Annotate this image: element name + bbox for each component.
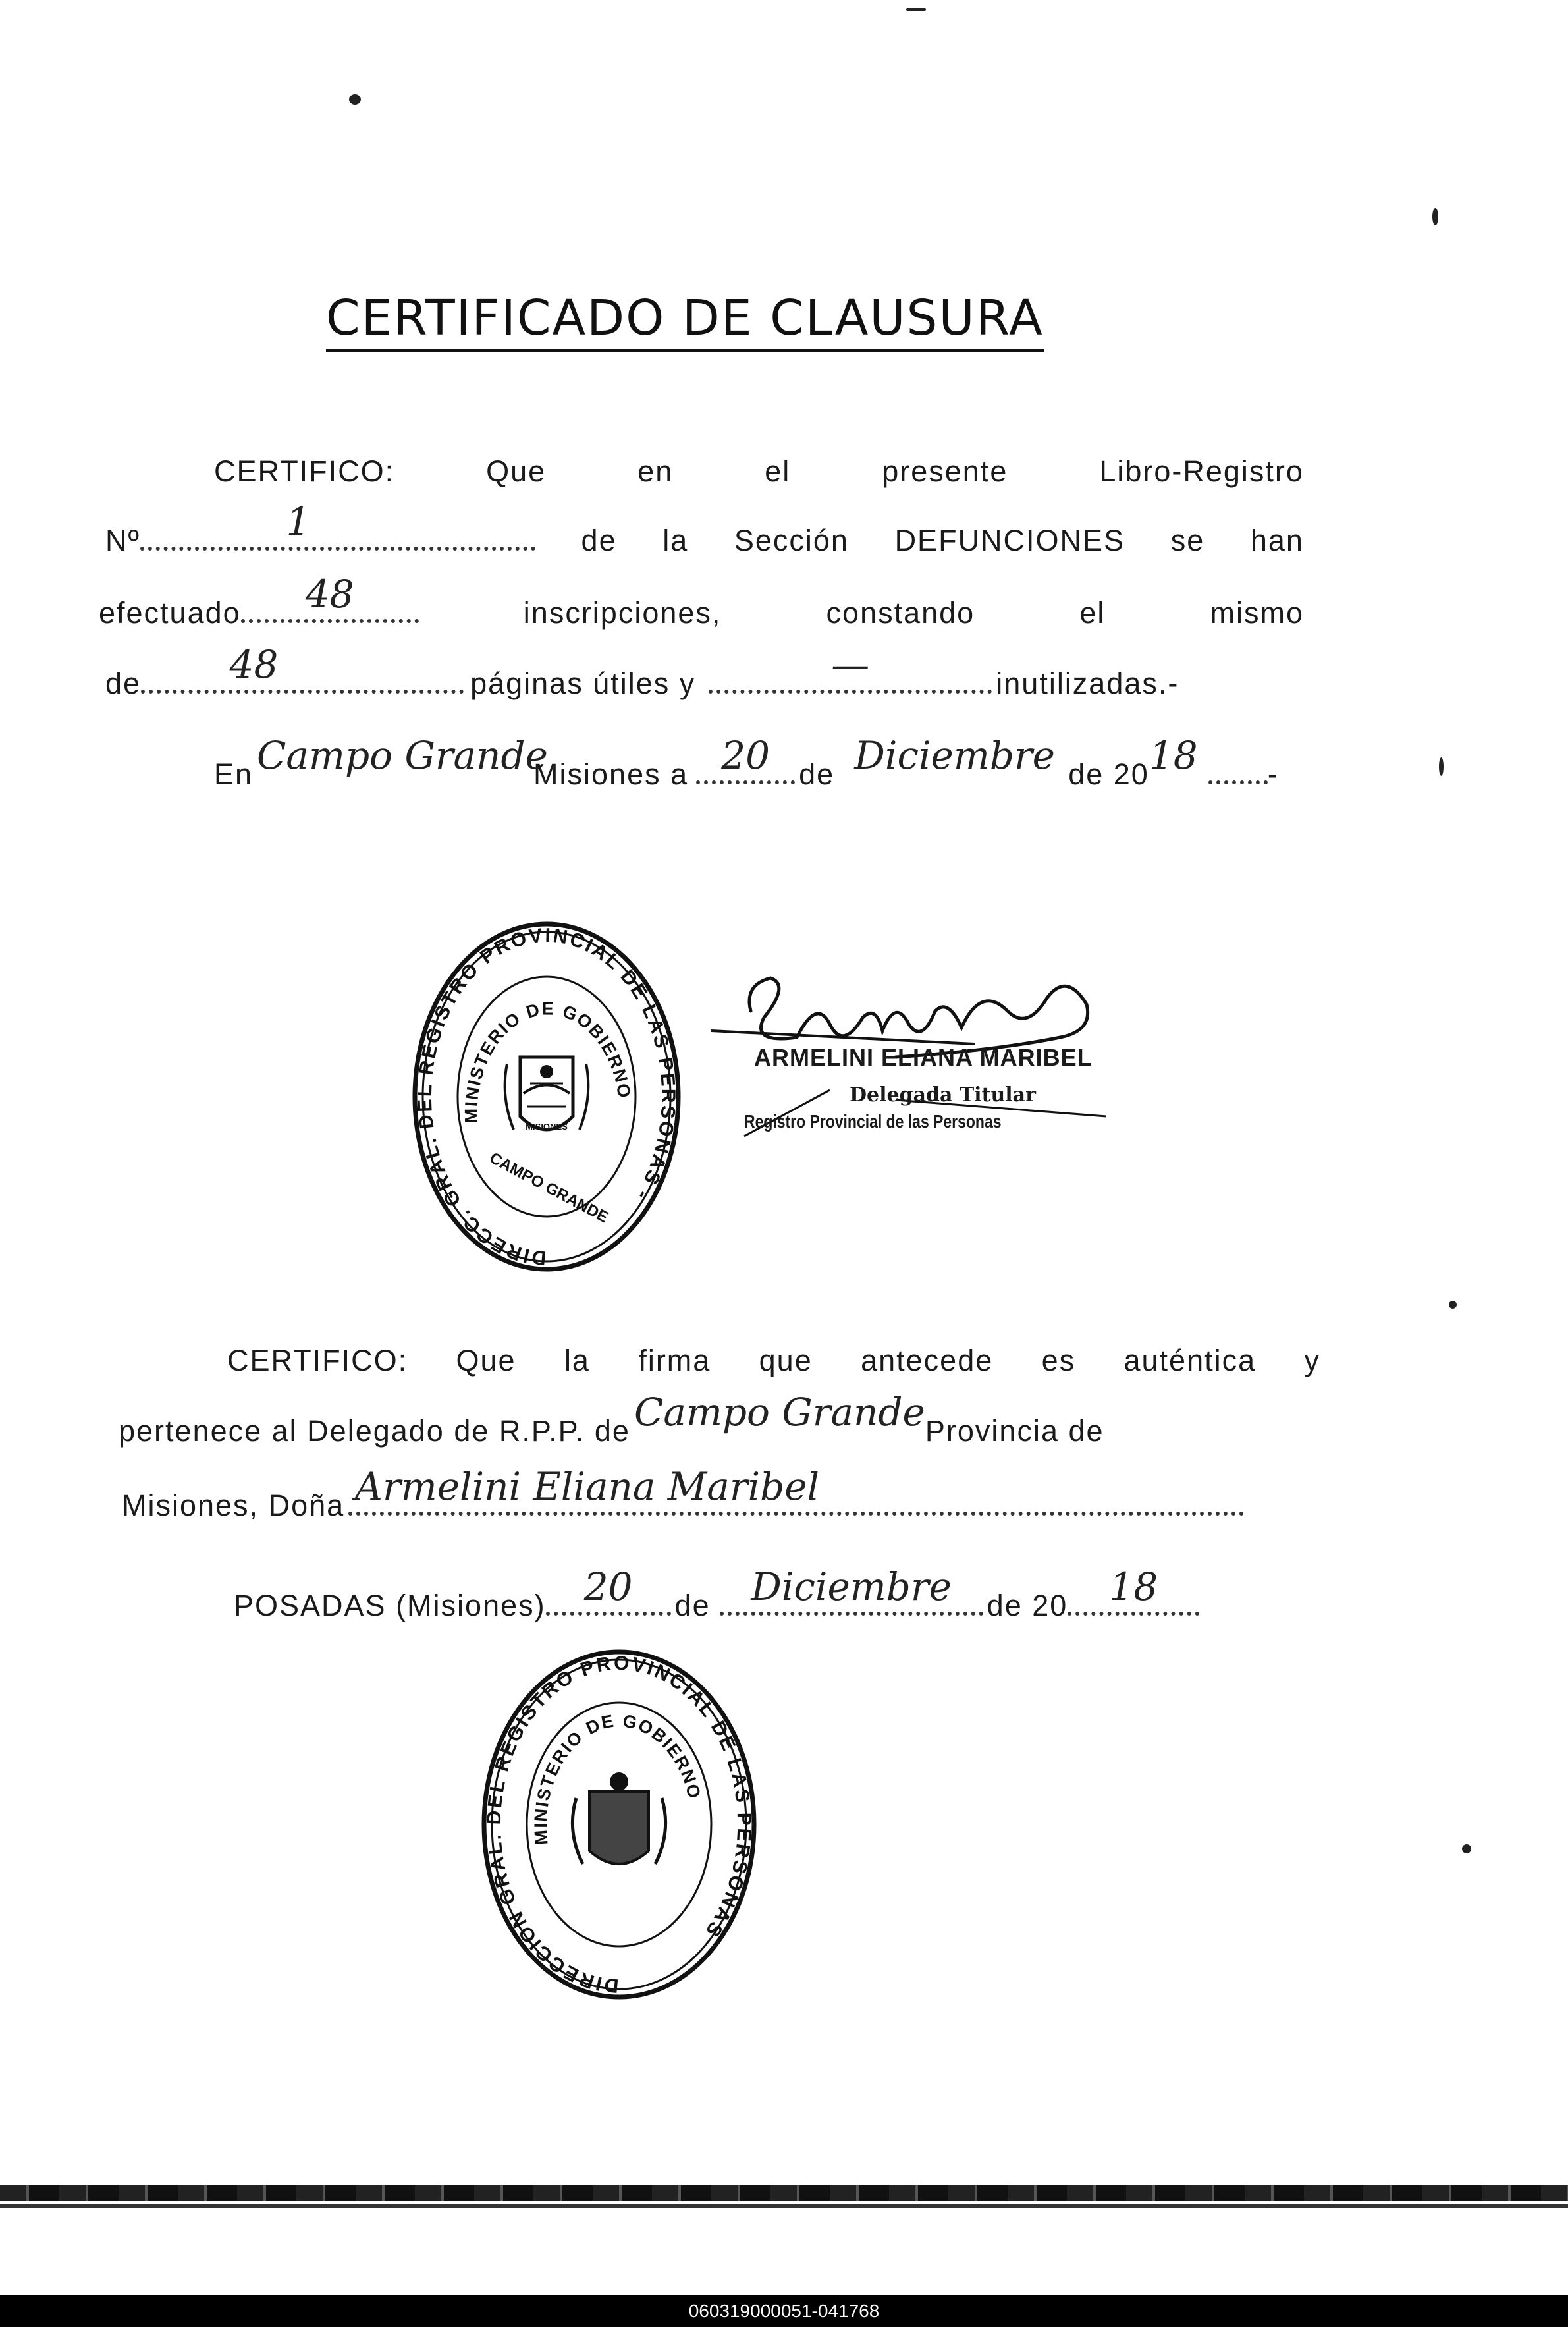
s1-line-2: [105, 499, 1304, 576]
scan-speck: [1432, 208, 1438, 225]
registry-seal-1: [408, 919, 685, 1274]
inscriptions-blank: [241, 572, 419, 623]
section-name: DEFUNCIONES: [894, 524, 1125, 557]
s2-word: Que: [456, 1344, 516, 1377]
scan-speck: [1439, 757, 1444, 776]
seal2-inner-text: MINISTERIO DE GOBIERNO: [530, 1711, 705, 1846]
s1-word: inscripciones,: [523, 596, 722, 630]
s1-line-4: [105, 642, 1304, 719]
s2-word: CERTIFICO:: [227, 1344, 408, 1377]
s2-month-handwritten: Diciembre: [751, 1564, 952, 1609]
scan-speck: [349, 94, 361, 105]
day-handwritten: 20: [721, 733, 770, 778]
trailing-dots: [1208, 758, 1268, 784]
certificate-title: CERTIFICADO DE CLAUSURA: [326, 290, 1044, 352]
signer-role: Delegada Titular: [850, 1083, 1036, 1107]
s2-day-handwritten: 20: [583, 1564, 633, 1609]
inscriptions-handwritten: 48: [305, 572, 354, 616]
s1-word: en: [637, 454, 674, 488]
year-label: de 20: [1068, 757, 1149, 791]
seal1-outer-text: DIRECC. GRAL. DEL REGISTRO PROVINCIAL DE LAS PERSONAS -: [414, 924, 680, 1269]
s2-word: auténtica: [1123, 1344, 1257, 1377]
s1-word: Libro-Registro: [1099, 454, 1304, 488]
s1-word: el: [765, 454, 791, 488]
s1-word: el: [1079, 596, 1106, 630]
scan-speck: [906, 8, 926, 11]
de-label: de: [674, 1589, 711, 1622]
s2-word: y: [1304, 1344, 1320, 1377]
s2-line-2: [119, 1390, 1324, 1467]
signature-block: [698, 958, 1133, 1169]
document-code: 060319000051-041768: [688, 2301, 880, 2321]
seal2-outer-text: DIRECCION GRAL. DEL REGISTRO PROVINCIAL DE LAS PERSONAS: [483, 1652, 755, 1997]
s2-day-blank: [546, 1564, 671, 1616]
s1-word: Que: [486, 454, 547, 488]
s2-word: antecede: [861, 1344, 994, 1377]
scan-speck: [1462, 1844, 1471, 1853]
s2-name-handwritten: Armelini Eliana Maribel: [355, 1464, 820, 1509]
s1-line-1: [214, 454, 1304, 507]
s1-word: la: [662, 524, 689, 557]
misiones-dona-label: Misiones, Doña: [122, 1489, 345, 1522]
pages-label: páginas útiles y: [470, 667, 696, 700]
s2-word: la: [564, 1344, 590, 1377]
book-number-blank: [140, 499, 535, 551]
seal1-emblem-text: MISIONES: [526, 1122, 568, 1132]
provincial-emblem-icon: [505, 1057, 589, 1130]
scan-edge-band: [0, 2185, 1568, 2201]
scan-edge-line: [0, 2204, 1568, 2208]
document-code-bar: [0, 2295, 1568, 2327]
seal1-inner-text: MINISTERIO DE GOBIERNO: [461, 999, 635, 1124]
unused-blank: [709, 642, 992, 694]
s2-year-handwritten: 18: [1109, 1564, 1158, 1609]
month-blank: [841, 733, 1068, 784]
s2-line-4: [234, 1564, 1301, 1641]
s1-word: Sección: [734, 524, 849, 557]
s1-word: CERTIFICO:: [214, 454, 395, 488]
s2-name-blank: [348, 1464, 1244, 1516]
scan-speck: [1449, 1301, 1457, 1309]
year-label: de 20: [987, 1589, 1068, 1622]
s2-word: firma: [638, 1344, 711, 1377]
book-number-handwritten: 1: [286, 499, 311, 544]
s1-line-5: [214, 733, 1307, 810]
book-number-field: [105, 499, 535, 558]
place-blank: [257, 733, 548, 784]
de-label: de: [799, 757, 835, 791]
s2-word: que: [759, 1344, 813, 1377]
s1-word: presente: [882, 454, 1008, 488]
s2-month-blank: [720, 1564, 983, 1616]
pages-blank: [141, 642, 464, 694]
year-blank: [1149, 733, 1208, 784]
s2-line-1: [227, 1344, 1320, 1396]
en-label: En: [214, 757, 254, 791]
number-sign: Nº: [105, 524, 140, 557]
seal1-bottom-text: CAMPO GRANDE: [486, 1149, 612, 1227]
place-handwritten: Campo Grande: [257, 733, 548, 778]
delegado-label: pertenece al Delegado de R.P.P. de: [119, 1414, 630, 1448]
year-handwritten: 18: [1149, 733, 1198, 778]
signer-organization: Registro Provincial de las Personas: [744, 1111, 1002, 1132]
s2-place-blank: [634, 1390, 925, 1441]
day-blank: [696, 733, 795, 784]
pages-handwritten: 48: [229, 642, 279, 687]
unused-handwritten: —: [831, 642, 870, 687]
month-handwritten: Diciembre: [854, 733, 1055, 778]
s1-word: constando: [826, 596, 975, 630]
de-label: de: [105, 667, 142, 700]
s1-word: han: [1250, 524, 1304, 557]
unused-label: inutilizadas.-: [996, 667, 1179, 700]
s1-line-3: [99, 572, 1304, 649]
s1-word: se: [1170, 524, 1205, 557]
line-end: -: [1267, 757, 1279, 791]
s2-place-handwritten: Campo Grande: [634, 1390, 925, 1435]
efectuado-label: efectuado: [99, 596, 241, 630]
svg-text:MINISTERIO DE GOBIERNO: [461, 999, 634, 1124]
misiones-label: Misiones a: [533, 757, 689, 791]
coat-of-arms-icon: [572, 1772, 665, 1864]
s2-year-blank: [1068, 1564, 1199, 1616]
posadas-label: POSADAS (Misiones): [234, 1589, 546, 1622]
s2-word: es: [1041, 1344, 1076, 1377]
provincia-label: Provincia de: [925, 1414, 1104, 1448]
s1-word: mismo: [1210, 596, 1304, 630]
signer-name: ARMELINI ELIANA MARIBEL: [754, 1044, 1093, 1071]
s2-line-3: [122, 1464, 1281, 1541]
s1-word: de: [581, 524, 617, 557]
inscriptions-field: [99, 572, 419, 630]
registry-seal-2: [474, 1647, 764, 2002]
